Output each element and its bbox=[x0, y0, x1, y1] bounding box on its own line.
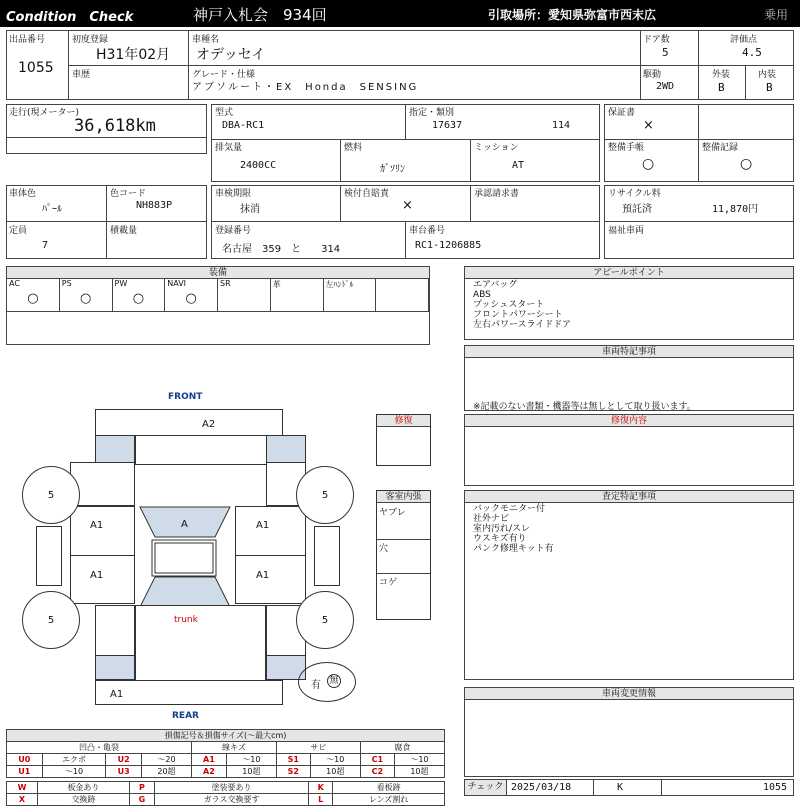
recycle-label: リサイクル料 bbox=[608, 189, 661, 199]
legend-code: A2 bbox=[191, 766, 226, 778]
appeal-item: プッシュスタート bbox=[473, 300, 545, 310]
interior-box bbox=[376, 490, 431, 620]
vin-label: 車台番号 bbox=[409, 226, 446, 236]
warranty-label: 保証書 bbox=[608, 108, 636, 118]
first-reg-label: 初度登録 bbox=[72, 35, 109, 45]
damage-mark-a1-rr: A1 bbox=[256, 570, 270, 581]
legend-desc: 〜10 bbox=[42, 766, 106, 778]
special-note: ※記載のない書類・機器等は無しとして取り扱います。 bbox=[473, 402, 696, 412]
legend-desc: 10超 bbox=[394, 766, 444, 778]
appeal-item: 左右パワースライドドア bbox=[473, 320, 572, 330]
header-bar bbox=[0, 0, 800, 27]
record: ○ bbox=[740, 156, 753, 172]
legend-desc: 塗装要あり bbox=[154, 782, 308, 794]
legend-code: U2 bbox=[106, 754, 142, 766]
tobacco-yes: 有 bbox=[311, 680, 321, 691]
equipment-name: AC bbox=[9, 279, 20, 288]
designation-label: 指定・類別 bbox=[409, 108, 455, 118]
lot-label: 出品番号 bbox=[9, 35, 46, 45]
damage-mark-rear: A1 bbox=[110, 689, 124, 700]
fuel-label: 燃料 bbox=[344, 143, 363, 153]
inspector-item: ウスキズ有り bbox=[473, 534, 527, 544]
special-title: 車両特記事項 bbox=[465, 346, 793, 358]
trunk-label: trunk bbox=[174, 615, 198, 625]
designation: 17637 bbox=[432, 120, 463, 131]
plate: 名古屋 359 と 314 bbox=[222, 244, 341, 255]
equipment-mark: ○ bbox=[79, 291, 92, 306]
mileage: 36,618km bbox=[74, 116, 156, 136]
inspector-item: 室内汚れ/スレ bbox=[473, 524, 531, 534]
load-label: 積載量 bbox=[110, 226, 138, 236]
model: DBA-RC1 bbox=[222, 120, 265, 131]
appeal-item: エアバッグ bbox=[473, 280, 518, 290]
legend-desc: 20超 bbox=[141, 766, 191, 778]
trunk bbox=[135, 605, 266, 681]
doors: 5 bbox=[662, 46, 669, 59]
model-label: 型式 bbox=[215, 108, 234, 118]
equipment-name: SR bbox=[220, 279, 231, 288]
capacity: 7 bbox=[42, 240, 49, 251]
recycle-fee: 11,870円 bbox=[712, 204, 759, 215]
ext-label: 外装 bbox=[712, 70, 731, 80]
legend-rust: サビ bbox=[276, 742, 360, 754]
check-lot: 1055 bbox=[763, 782, 788, 793]
drive: 2WD bbox=[656, 81, 675, 92]
displacement: 2400CC bbox=[240, 160, 277, 171]
score: 4.5 bbox=[742, 46, 762, 59]
record-label: 整備記録 bbox=[702, 143, 739, 153]
tobacco-no: 無 bbox=[327, 674, 341, 688]
grade-label: グレード・仕様 bbox=[192, 70, 256, 80]
equipment-name: NAVI bbox=[167, 279, 187, 288]
legend-code: W bbox=[7, 782, 38, 794]
interior-item-tear: ヤブレ bbox=[379, 508, 406, 518]
damage-legend bbox=[6, 729, 445, 806]
appeal-panel bbox=[464, 266, 794, 340]
legend-desc: 〜10 bbox=[226, 754, 276, 766]
repair-content-panel bbox=[464, 414, 794, 486]
inspector-panel bbox=[464, 490, 794, 680]
legend-desc: エクボ bbox=[42, 754, 106, 766]
left-mirror-panel bbox=[36, 526, 62, 586]
legend-code: C2 bbox=[360, 766, 394, 778]
equipment-name: PW bbox=[114, 279, 128, 288]
legend-desc: 10超 bbox=[310, 766, 360, 778]
equipment-cell bbox=[376, 279, 429, 312]
manual: ○ bbox=[642, 156, 655, 172]
ext-grade: B bbox=[718, 81, 725, 94]
equipment-cell bbox=[218, 279, 271, 312]
legend-code: S2 bbox=[276, 766, 310, 778]
doors-label: ドア数 bbox=[643, 35, 670, 45]
repair-content-title: 修復内容 bbox=[465, 415, 793, 427]
right-mirror-panel bbox=[314, 526, 340, 586]
damage-mark-a2: A2 bbox=[202, 419, 216, 430]
equipment-name: 左ﾊﾝﾄﾞﾙ bbox=[325, 280, 354, 289]
changes-panel bbox=[464, 687, 794, 777]
legend-desc: 看板跡 bbox=[333, 782, 445, 794]
mission: AT bbox=[512, 160, 525, 171]
equipment-mark: ○ bbox=[132, 291, 145, 306]
legend-corrosion: 腐食 bbox=[360, 742, 444, 754]
damage-mark-a1-fr: A1 bbox=[256, 520, 270, 531]
repair-box bbox=[376, 414, 431, 466]
inspector-item: バックモニター付 bbox=[473, 504, 546, 514]
drive-label: 駆動 bbox=[643, 70, 662, 80]
legend-desc: 〜10 bbox=[310, 754, 360, 766]
approval-label: 承認請求書 bbox=[474, 189, 520, 199]
color-code: NH883P bbox=[136, 200, 173, 211]
inspector-item: 社外ナビ bbox=[473, 514, 510, 524]
int-grade: B bbox=[766, 81, 773, 94]
front-right-fender-shade bbox=[266, 435, 306, 463]
welfare-label: 福祉車両 bbox=[608, 226, 645, 236]
legend-code: L bbox=[309, 794, 333, 806]
damage-mark-roof: A bbox=[181, 519, 188, 530]
recycle-status: 預託済 bbox=[622, 204, 652, 215]
equipment-cell bbox=[271, 279, 324, 312]
first-reg: H31年02月 bbox=[96, 47, 171, 63]
displacement-label: 排気量 bbox=[215, 143, 243, 153]
legend-desc: 10超 bbox=[226, 766, 276, 778]
changes-title: 車両変更情報 bbox=[465, 688, 793, 700]
repair-label: 修復 bbox=[377, 415, 430, 427]
equipment-cell bbox=[324, 279, 377, 312]
interior-item-burn: コゲ bbox=[379, 578, 398, 588]
legend-dent: 凹凸・亀裂 bbox=[7, 742, 192, 754]
legend-code: U0 bbox=[7, 754, 43, 766]
legend-desc: 〜10 bbox=[394, 754, 444, 766]
legend-scratch: 線キズ bbox=[191, 742, 276, 754]
legend-code: X bbox=[7, 794, 38, 806]
vehicle-category: 乗用 bbox=[764, 8, 789, 22]
tire-front-left: 5 bbox=[22, 466, 80, 524]
check-code: K bbox=[617, 782, 624, 793]
warranty: × bbox=[643, 118, 654, 133]
equipment-cell bbox=[7, 279, 60, 312]
mission-label: ミッション bbox=[474, 143, 519, 153]
interior-item-hole: 穴 bbox=[379, 544, 389, 554]
front-label: FRONT bbox=[168, 392, 203, 402]
category-no: 114 bbox=[552, 120, 571, 131]
legend-code: P bbox=[129, 782, 154, 794]
car-name: オデッセイ bbox=[196, 47, 266, 63]
plate-label: 登録番号 bbox=[215, 226, 252, 236]
tire-rear-left: 5 bbox=[22, 591, 80, 649]
tobacco-indicator bbox=[298, 662, 356, 702]
inspector-item: パンク修理キット有 bbox=[473, 544, 554, 554]
legend-desc: 〜20 bbox=[141, 754, 191, 766]
equipment-cell bbox=[60, 279, 113, 312]
fuel: ｶﾞｿﾘﾝ bbox=[380, 164, 405, 175]
liability-label: 検付自賠責 bbox=[344, 189, 390, 199]
equipment-title: 装備 bbox=[7, 267, 429, 279]
legend-code: U1 bbox=[7, 766, 43, 778]
legend-desc: レンズ割れ bbox=[333, 794, 445, 806]
rear-left-shade bbox=[95, 655, 135, 680]
legend-code: S1 bbox=[276, 754, 310, 766]
appeal-item: ABS bbox=[473, 290, 491, 300]
equipment-mark: ○ bbox=[27, 291, 39, 306]
legend-code: U3 bbox=[106, 766, 142, 778]
damage-mark-a1-rl: A1 bbox=[90, 570, 104, 581]
interior-label: 客室内張 bbox=[377, 491, 430, 503]
auction-name: 神戸入札会 934回 bbox=[193, 6, 327, 24]
score-label: 評価点 bbox=[730, 35, 758, 45]
legend-desc: 板金あり bbox=[38, 782, 130, 794]
legend-title: 損傷記号＆損傷サイズ(〜最大cm) bbox=[7, 730, 445, 742]
form-title: Condition Check bbox=[6, 10, 134, 25]
equipment-cell bbox=[113, 279, 166, 312]
legend-desc: ガラス交換要す bbox=[154, 794, 308, 806]
car-name-label: 車種名 bbox=[192, 35, 220, 45]
check-footer bbox=[464, 779, 794, 796]
equipment-mark: ○ bbox=[185, 291, 197, 306]
legend-code: C1 bbox=[360, 754, 394, 766]
inspector-title: 査定特記事項 bbox=[465, 491, 793, 503]
check-label: チェック bbox=[465, 780, 507, 795]
legend-code: G bbox=[129, 794, 154, 806]
front-left-fender-shade bbox=[95, 435, 135, 463]
vin: RC1-1206885 bbox=[415, 240, 482, 251]
color-code-label: 色コード bbox=[110, 189, 147, 199]
legend-code: K bbox=[309, 782, 333, 794]
tire-front-right: 5 bbox=[296, 466, 354, 524]
special-panel bbox=[464, 345, 794, 411]
liability: × bbox=[402, 198, 413, 213]
manual-label: 整備手帳 bbox=[608, 143, 645, 153]
tire-rear-right: 5 bbox=[296, 591, 354, 649]
history-label: 車歴 bbox=[72, 70, 91, 80]
equipment-name: 革 bbox=[272, 280, 281, 289]
rear-label: REAR bbox=[172, 711, 199, 721]
int-label: 内装 bbox=[758, 70, 777, 80]
appeal-item: フロントパワーシート bbox=[473, 310, 563, 320]
mileage-label: 走行(現メーター) bbox=[9, 108, 80, 118]
inspection: 抹消 bbox=[240, 204, 260, 215]
hood bbox=[135, 435, 271, 465]
grade: アブソルート・EX Honda SENSING bbox=[192, 82, 419, 93]
front-bumper bbox=[95, 409, 283, 436]
color-label: 車体色 bbox=[9, 189, 37, 199]
color: ﾊﾟｰﾙ bbox=[42, 204, 62, 215]
legend-desc: 交換跡 bbox=[38, 794, 130, 806]
rear-left-quarter bbox=[95, 605, 135, 657]
damage-mark-a1-fl: A1 bbox=[90, 520, 104, 531]
check-date: 2025/03/18 bbox=[511, 782, 572, 793]
capacity-label: 定員 bbox=[9, 226, 28, 236]
appeal-title: アピールポイント bbox=[465, 267, 793, 279]
equipment-name: PS bbox=[61, 279, 72, 288]
legend-code: A1 bbox=[191, 754, 226, 766]
front-left-fender bbox=[70, 462, 135, 506]
lot-number: 1055 bbox=[18, 60, 54, 76]
inspection-label: 車検期限 bbox=[215, 189, 252, 199]
pickup-location: 引取場所：愛知県弥富市西末広 bbox=[488, 8, 657, 22]
equipment-cell bbox=[165, 279, 218, 312]
equipment-table bbox=[6, 266, 430, 345]
